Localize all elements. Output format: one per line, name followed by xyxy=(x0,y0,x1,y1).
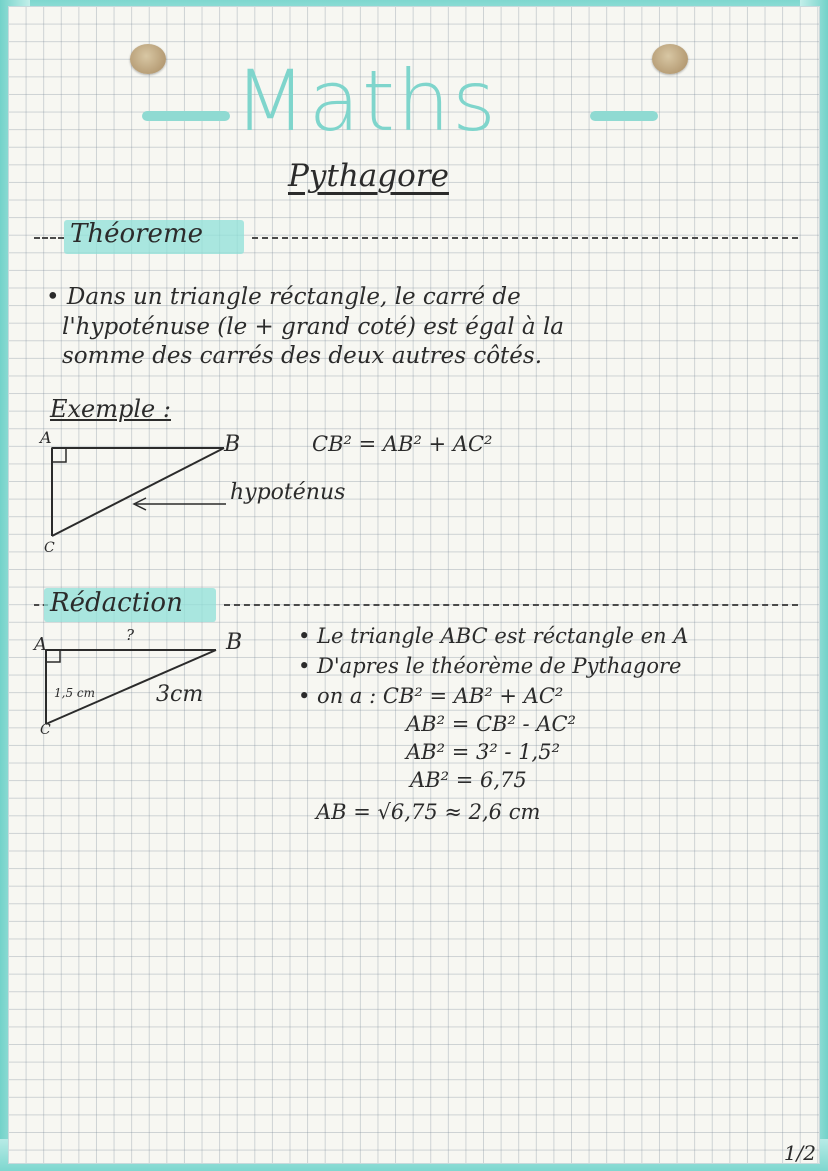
theorem-line-1: • Dans un triangle réctangle, le carré de xyxy=(46,284,521,310)
example-vertex-c: C xyxy=(44,540,55,556)
redaction-step-2: AB² = 3² - 1,5² xyxy=(406,740,561,764)
theorem-label: Théoreme xyxy=(70,219,203,249)
redaction-result: AB = √6,75 ≈ 2,6 cm xyxy=(316,800,541,824)
example-vertex-b: B xyxy=(224,432,241,457)
redaction-line-1: • Le triangle ABC est réctangle en A xyxy=(298,624,689,648)
redaction-label: Rédaction xyxy=(50,588,183,618)
example-label: Exemple : xyxy=(50,395,171,423)
side-cb-label: 3cm xyxy=(156,682,204,707)
example-vertex-a: A xyxy=(40,428,52,447)
redaction-step-3: AB² = 6,75 xyxy=(410,768,527,792)
theorem-line-3: somme des carrés des deux autres côtés. xyxy=(62,343,543,369)
theorem-dash-left xyxy=(34,237,64,239)
title-dash-right xyxy=(590,111,658,121)
side-ac-label: 1,5 cm xyxy=(54,686,95,700)
redaction-vertex-c: C xyxy=(40,722,51,738)
title-dash-left xyxy=(142,111,230,121)
hypotenuse-label: hypoténus xyxy=(230,480,346,505)
redaction-line-3: • on a : CB² = AB² + AC² xyxy=(298,684,564,708)
subtitle: Pythagore xyxy=(288,158,449,194)
binder-hole-left xyxy=(130,44,166,74)
binder-hole-right xyxy=(652,44,688,74)
page-number: 1/2 xyxy=(783,1141,816,1165)
theorem-line-2: l'hypoténuse (le + grand coté) est égal à la xyxy=(62,314,565,340)
page-title: Maths xyxy=(234,52,498,150)
theorem-dash-right xyxy=(252,237,798,239)
redaction-step-1: AB² = CB² - AC² xyxy=(406,712,576,736)
unknown-side-label: ? xyxy=(126,626,135,644)
redaction-vertex-a: A xyxy=(34,634,47,655)
redaction-vertex-b: B xyxy=(226,630,243,655)
redaction-line-2: • D'apres le théorème de Pythagore xyxy=(298,654,682,678)
redaction-dash-right xyxy=(224,604,798,606)
example-formula: CB² = AB² + AC² xyxy=(312,432,493,456)
